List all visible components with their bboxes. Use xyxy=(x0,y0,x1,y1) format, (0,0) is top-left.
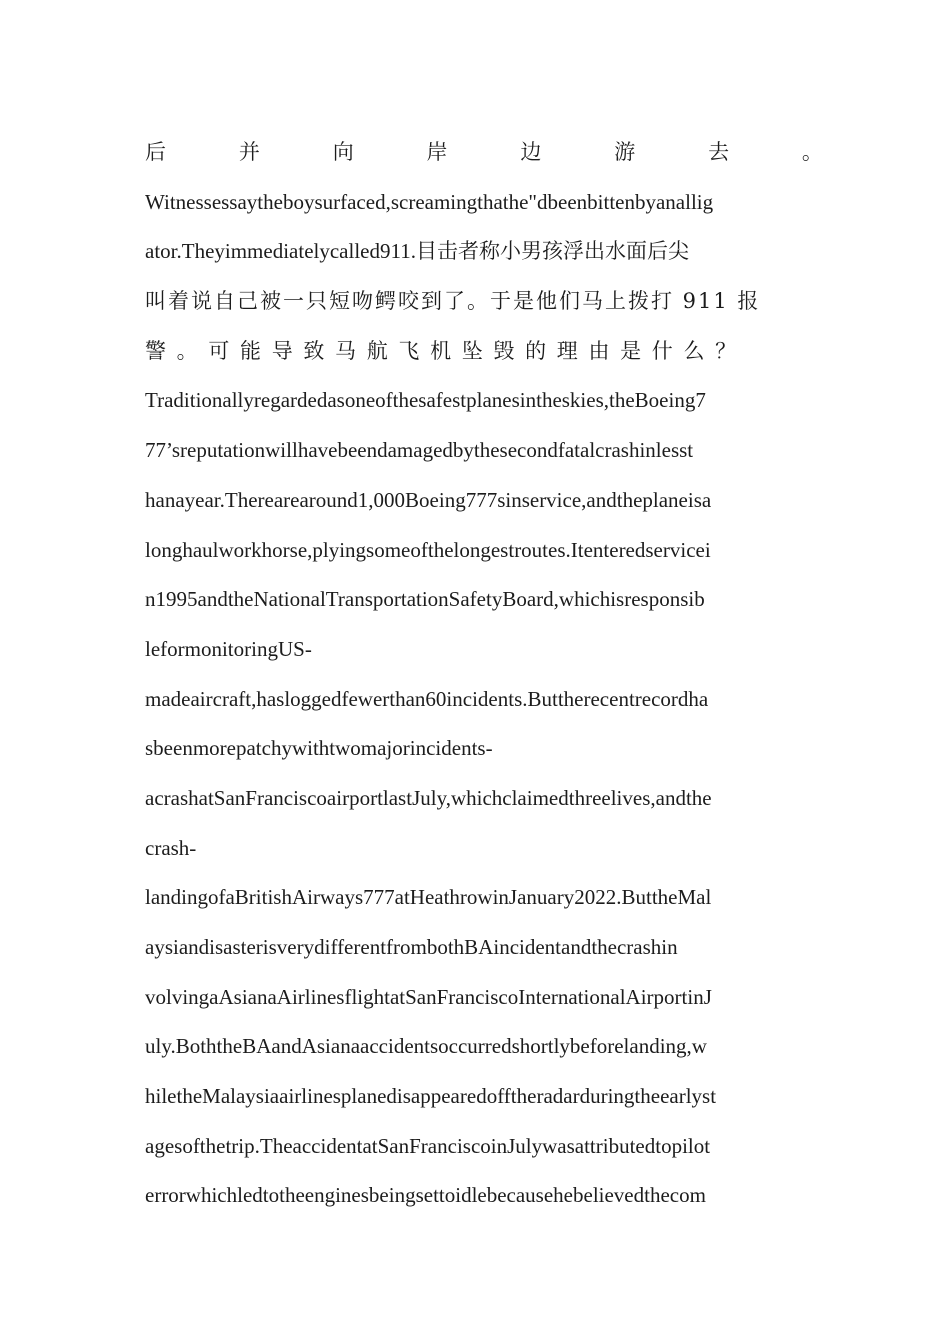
text-line-18: volvingaAsianaAirlinesflightatSanFranciscoInternationalAirportinJ xyxy=(145,984,712,1009)
text-line-6: Traditionallyregardedasoneofthesafestplanesintheskies,theBoeing7 xyxy=(145,388,706,413)
text-line-22: errorwhichledtotheenginesbeingsettoidlebecausehebelievedthecom xyxy=(145,1183,706,1208)
text-line-3: ator.Theyimmediatelycalled911.目击者称小男孩浮出水面后尖 xyxy=(145,239,689,264)
text-line-2: Witnessessaytheboysurfaced,screamingthathe"dbeenbittenbyanallig xyxy=(145,189,714,214)
text-line-9: longhaulworkhorse,plyingsomeofthelongestroutes.Itenteredservicei xyxy=(145,537,711,562)
char: 游 xyxy=(614,140,638,164)
char: 去 xyxy=(708,140,732,164)
char: 边 xyxy=(520,140,544,164)
char: 后 xyxy=(145,140,168,164)
text-line-12: madeaircraft,hasloggedfewerthan60incidents.Buttherecentrecordha xyxy=(145,686,709,711)
text-line-7: 77’sreputationwillhavebeendamagedbythesecondfatalcrashinlesst xyxy=(145,438,694,463)
text-line-15: crash- xyxy=(145,835,197,860)
char: 并 xyxy=(238,140,262,164)
char: 。 xyxy=(801,140,825,164)
text-line-17: aysiandisasterisverydifferentfrombothBAincidentandthecrashin xyxy=(145,935,678,959)
text-line-11: leformonitoringUS- xyxy=(145,636,312,661)
text-line-19: uly.BoththeBAandAsianaaccidentsoccurredshortlybeforelanding,w xyxy=(145,1034,707,1059)
text-line-5: 警 。 可 能 导 致 马 航 飞 机 坠 毁 的 理 由 是 什 么 ？ xyxy=(145,338,739,363)
text-line-8: hanayear.Therearearound1,000Boeing777sinservice,andtheplaneisa xyxy=(145,487,712,512)
body-text xyxy=(145,130,825,1223)
char: 岸 xyxy=(426,140,450,164)
text-line-13: sbeenmorepatchywithtwomajorincidents- xyxy=(145,736,493,761)
text-line-20: hiletheMalaysiaairlinesplanedisappearedofftheradarduringtheearlyst xyxy=(145,1084,717,1109)
text-line-14: acrashatSanFranciscoairportlastJuly,whichclaimedthreelives,andthe xyxy=(145,785,712,810)
text-line-1 xyxy=(145,130,825,180)
char: 向 xyxy=(332,140,356,164)
text-line-16: landingofaBritishAirways777atHeathrowinJanuary2022.ButtheMal xyxy=(145,885,712,910)
text-line-10: n1995andtheNationalTransportationSafetyBoard,whichisresponsib xyxy=(145,587,705,612)
text-line-4: 叫着说自己被一只短吻鳄咬到了。于是他们马上拨打 911 报 xyxy=(145,289,761,314)
text-line-21: agesofthetrip.TheaccidentatSanFranciscoinJulywasattributedtopilot xyxy=(145,1133,711,1158)
